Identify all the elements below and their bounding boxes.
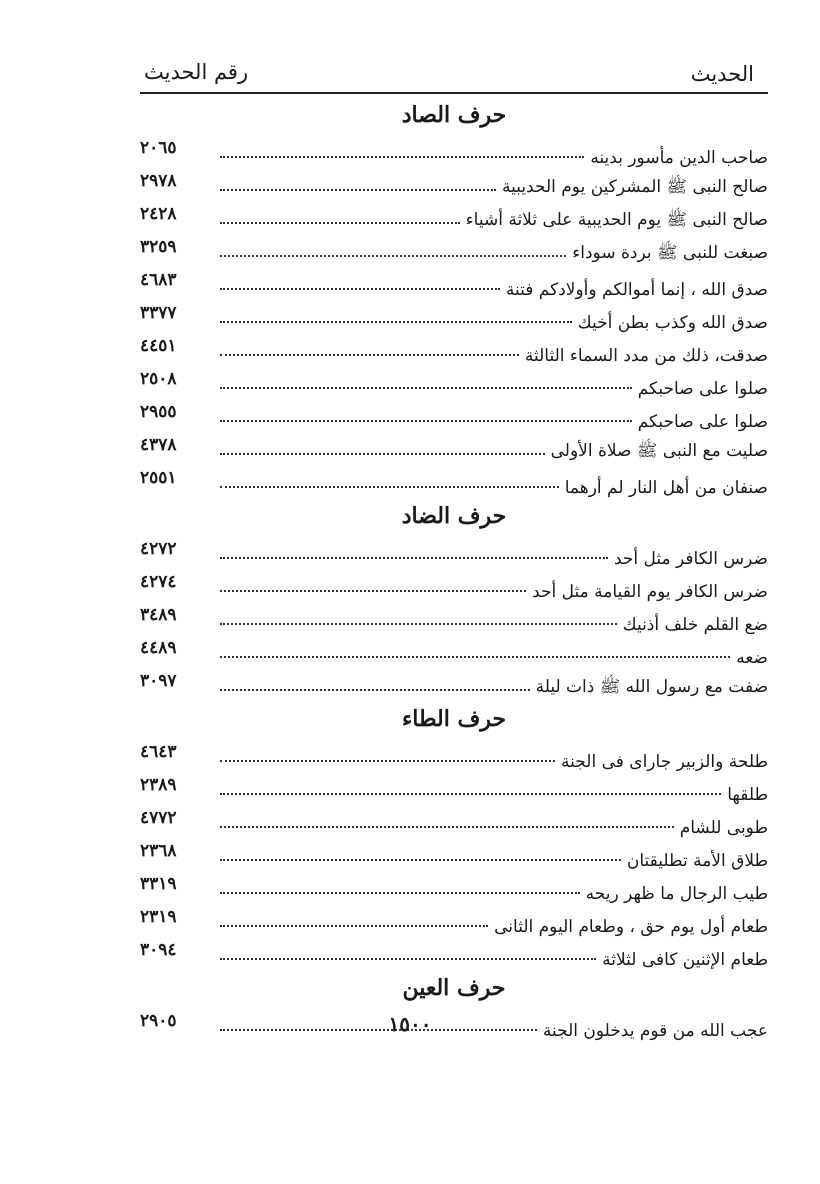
- index-entry-row: [140, 872, 768, 905]
- leader-dots: [220, 373, 632, 389]
- entry-text: طلقها: [727, 785, 768, 805]
- entry-text: صدقت، ذلك من مدد السماء الثالثة: [524, 346, 768, 366]
- entry-text: طلاق الأمة تطليقتان: [626, 851, 768, 871]
- entry-hadith-number: ٤٦٨٣: [140, 270, 177, 290]
- entry-text: ضرس الكافر يوم القيامة مثل أحد: [532, 582, 768, 602]
- page-header: [140, 56, 768, 96]
- index-entry-row: [140, 400, 768, 433]
- index-entry-row: [140, 334, 768, 367]
- entry-text: طعام أول يوم حق ، وطعام اليوم الثانى: [494, 917, 768, 937]
- entry-text: صدق الله ، إنما أموالكم وأولادكم فتنة: [505, 280, 768, 300]
- leader-dots: [220, 944, 596, 960]
- entry-text: ضع القلم خلف أذنيك: [622, 615, 768, 635]
- entry-text: صليت مع النبى ﷺ صلاة الأولى: [550, 441, 768, 461]
- entry-hadith-number: ٤٦٤٣: [140, 742, 177, 762]
- entry-hadith-number: ٤٤٨٩: [140, 638, 177, 658]
- entry-hadith-number: ٢٣١٩: [140, 907, 177, 927]
- entry-hadith-number: ٣٠٩٧: [140, 671, 177, 691]
- leader-dots: [220, 472, 559, 488]
- page-number: ١٥٠٠: [388, 1012, 432, 1036]
- index-entry-row: [140, 938, 768, 971]
- index-entry-row: [140, 367, 768, 400]
- leader-dots: [220, 406, 632, 422]
- entry-text: صالح النبى ﷺ المشركين يوم الحديبية: [501, 177, 768, 197]
- leader-dots: [220, 845, 621, 861]
- entry-hadith-number: ٢٩٧٨: [140, 171, 177, 191]
- leader-dots: [220, 175, 496, 191]
- index-entry-row: [140, 669, 768, 702]
- entry-text: ضعه: [736, 648, 768, 668]
- index-entry-row: [140, 603, 768, 636]
- entry-hadith-number: ٢٥٥١: [140, 468, 177, 488]
- entry-text: صدق الله وكذب بطن أخيك: [577, 313, 768, 333]
- entry-hadith-number: ٤٣٧٨: [140, 435, 177, 455]
- index-entry-row: [140, 301, 768, 334]
- entry-hadith-number: ٢٩٥٥: [140, 402, 177, 422]
- entry-text: طوبى للشام: [679, 818, 768, 838]
- index-entry-row: [140, 136, 768, 169]
- leader-dots: [220, 911, 488, 927]
- entry-text: طعام الإثنين كافى لثلاثة: [602, 950, 768, 970]
- entry-hadith-number: ٣٠٩٤: [140, 940, 177, 960]
- leader-dots: [220, 274, 500, 290]
- entry-hadith-number: ٢٤٢٨: [140, 204, 177, 224]
- leader-dots: [220, 241, 566, 257]
- index-entry-row: [140, 636, 768, 669]
- leader-dots: [220, 543, 608, 559]
- entry-text: ضفت مع رسول الله ﷺ ذات ليلة: [535, 677, 768, 697]
- index-entry-row: [140, 773, 768, 806]
- header-hadith-number-label: رقم الحديث: [144, 60, 249, 84]
- leader-dots: [220, 779, 721, 795]
- leader-dots: [220, 746, 555, 762]
- entry-text: ضرس الكافر مثل أحد: [613, 549, 768, 569]
- header-divider: [140, 92, 768, 94]
- entry-hadith-number: ٣٤٨٩: [140, 605, 177, 625]
- entry-text: عجب الله من قوم يدخلون الجنة: [542, 1021, 768, 1041]
- entry-hadith-number: ٢٥٠٨: [140, 369, 177, 389]
- entry-hadith-number: ٤٧٧٢: [140, 808, 177, 828]
- leader-dots: [220, 576, 526, 592]
- entry-hadith-number: ٢٩٠٥: [140, 1011, 177, 1031]
- entry-text: طلحة والزبير جاراى فى الجنة: [561, 752, 768, 772]
- entry-hadith-number: ٤٢٧٤: [140, 572, 177, 592]
- index-entry-row: [140, 570, 768, 603]
- entry-hadith-number: ٤٢٧٢: [140, 539, 177, 559]
- section-title: حرف الضاد: [401, 503, 507, 529]
- index-entry-row: [140, 740, 768, 773]
- leader-dots: [220, 208, 460, 224]
- index-entry-row: [140, 235, 768, 268]
- entry-text: صلوا على صاحبكم: [637, 412, 768, 432]
- leader-dots: [220, 609, 617, 625]
- entry-hadith-number: ٣٣١٩: [140, 874, 177, 894]
- entry-hadith-number: ٣٢٥٩: [140, 237, 177, 257]
- section-title: حرف الطاء: [401, 706, 507, 732]
- leader-dots: [220, 340, 519, 356]
- leader-dots: [220, 439, 545, 455]
- entry-text: صاحب الدين مأسور بدينه: [590, 148, 768, 168]
- leader-dots: [220, 675, 530, 691]
- header-hadith-label: الحديث: [690, 62, 754, 86]
- entry-hadith-number: ٢٣٨٩: [140, 775, 177, 795]
- leader-dots: [220, 812, 674, 828]
- leader-dots: [220, 307, 572, 323]
- leader-dots: [220, 642, 730, 658]
- entry-hadith-number: ٤٤٥١: [140, 336, 177, 356]
- entry-text: صالح النبى ﷺ يوم الحديبية على ثلاثة أشياء: [465, 210, 768, 230]
- index-entry-row: [140, 169, 768, 202]
- entry-hadith-number: ٣٣٧٧: [140, 303, 177, 323]
- index-entry-row: [140, 806, 768, 839]
- leader-dots: [220, 878, 580, 894]
- entry-hadith-number: ٢٠٦٥: [140, 138, 177, 158]
- index-entry-row: [140, 268, 768, 301]
- entry-text: صلوا على صاحبكم: [637, 379, 768, 399]
- index-list: [140, 98, 768, 1042]
- index-entry-row: [140, 537, 768, 570]
- section-title: حرف العين: [402, 975, 506, 1001]
- leader-dots: [220, 142, 584, 158]
- entry-text: صبغت للنبى ﷺ بردة سوداء: [572, 243, 768, 263]
- index-entry-row: [140, 839, 768, 872]
- index-entry-row: [140, 433, 768, 466]
- index-entry-row: [140, 466, 768, 499]
- index-entry-row: [140, 905, 768, 938]
- entry-hadith-number: ٢٣٦٨: [140, 841, 177, 861]
- entry-text: صنفان من أهل النار لم أرهما: [564, 478, 768, 498]
- index-entry-row: [140, 202, 768, 235]
- entry-text: طيب الرجال ما ظهر ريحه: [585, 884, 768, 904]
- section-title: حرف الصاد: [401, 102, 507, 128]
